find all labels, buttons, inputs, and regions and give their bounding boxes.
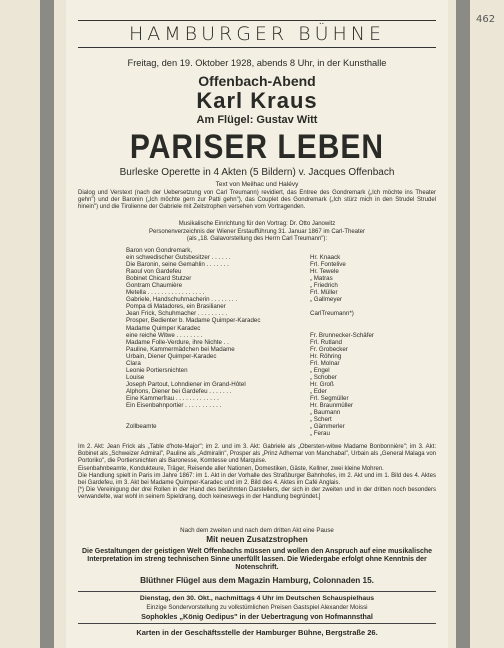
cast-role (126, 430, 260, 437)
header-banner (78, 20, 436, 48)
cast-actor: Hr. Tewele (310, 268, 339, 276)
cast-role: ein schwedischer Gutsbesitzer . . . . . . (126, 254, 231, 262)
notes (78, 444, 436, 502)
right-margin-stripe (456, 0, 470, 648)
musical-arrangement: Musikalische Einrichtung für den Vortrag: Dr. Otto Janowitz (178, 221, 336, 227)
cast-role: eine reiche Witwe . . . . . . . . (126, 331, 203, 339)
cast-role: Pauline, Kammermädchen bei Madame (126, 345, 235, 353)
cast-actor (310, 325, 374, 332)
cast-actor: „ Baumann (310, 409, 341, 417)
cast-role (126, 409, 260, 416)
piano-credit: Am Flügel: Gustav Witt (196, 114, 318, 126)
cast-actor: Fr. Grobecker (310, 345, 348, 353)
cast-actor: Fr. Brunnecker-Schäfer (310, 331, 374, 339)
cast-role: Clara (126, 359, 141, 367)
cast-actor: Frl. Molnar (310, 359, 340, 367)
cast-role: Madame Quimper Karadec (126, 324, 201, 332)
cast-actor: CarlTreumann*) (310, 310, 354, 318)
pause-note: Nach dem zweiten und nach dem dritten Akt eine Pause (180, 527, 334, 534)
note-paragraph: [*) Die Vereinigung der drei Rollen in der Hand des berühmten Darstellers, der sich in der zweiten und in der dritten noch besonders verwandelte, war wohl in seinem Spieldrang, doch keineswegs in der Handlung begründet.] (78, 487, 436, 501)
operetta-subtitle: Burleske Operette in 4 Akten (5 Bildern) v. Jacques Offenbach (119, 167, 395, 178)
interpretation-note: Die Gestaltungen der geistigen Welt Offenbachs müssen und wollen den Anspruch auf eine musikalische Interpretation im streng technischen Sinne unerfüllt lassen. Die Wiedergabe erfolgt ohne Kenntnis der Notenschrift. (81, 548, 433, 572)
operetta-title: PARISER LEBEN (129, 128, 385, 166)
next-event-line-1: Dienstag, den 30. Okt., nachmittags 4 Uhr im Deutschen Schauspielhaus (139, 595, 375, 602)
cast-actor: „ Ferau (310, 430, 330, 438)
cast-actor: Hr. Braunmüller (310, 402, 353, 410)
cast-role: Jean Frick, Schuhmacher . . . . . . . . . (126, 310, 228, 318)
next-event-line-3: Sophokles „König Oedipus" in der Uebertragung von Hofmannsthal (141, 612, 373, 621)
cast-role: Louise (126, 373, 145, 381)
cast-actor: „ Schober (310, 373, 337, 381)
cast-role: Metella . . . . . . . . . . . . . . . . . (126, 289, 205, 297)
program-sheet (66, 0, 448, 648)
performer-name: Karl Kraus (196, 88, 318, 113)
note-paragraph: Eisenbahnbeamte, Kondukteure, Träger, Reisende aller Nationen, Domestiken, Gäste, Kellner, zwei kleine Mohren. (78, 465, 384, 472)
libretto-credit: Text von Meilhac und Halévy (215, 181, 299, 188)
cast-actors (310, 247, 374, 437)
cast-role: Urbain, Diener Quimper-Karadec (126, 352, 217, 360)
cast-actor (310, 303, 374, 310)
cast-role: Gabriele, Handschuhmacherin . . . . . . . . (126, 296, 238, 304)
cast-actor: Frl. Fontelive (310, 261, 346, 269)
cast-actor: Frl. Müller (310, 289, 338, 297)
cast-role: Gontram Chaumière (126, 282, 183, 290)
cast-role: Die Baronin, seine Gemahlin . . . . . . . (126, 261, 229, 269)
cast-actor: Hr. Knaack (310, 254, 341, 262)
intro-text: Dialog und Verstext (nach der Uebersetzung von Carl Treumann) revidiert, das Entree des Gondremark („Ich möchte ins Theater gehn") und der Baronin („Ich möchte gern zur Patti gehn"), das Couplet des Gondremark („Ich stürz mich in den Strudel Strudel hinein") und die Tirolienne der Gabriele mit Zeitstrophen versehen vom Vortragenden. (78, 190, 436, 211)
cast-intro-1: Personenverzeichnis der Wiener Erstaufführung 31. Januar 1867 im Carl-Theater (149, 229, 365, 235)
cast-actor: Hr. Groß (310, 380, 334, 388)
cast-actor: „ Matras (310, 275, 333, 283)
date-line: Freitag, den 19. Oktober 1928, abends 8 Uhr, in der Kunsthalle (127, 58, 387, 68)
cast-role: Pompa di Matadores, ein Brasilianer (126, 303, 226, 311)
cast-role: Joseph Partout, Lohndiener im Grand-Hôtel (126, 380, 246, 388)
cast-actor: „ Gämmerler (310, 423, 345, 431)
cast-role: Baron von Gondremark, (126, 247, 193, 254)
evening-title: Offenbach-Abend (198, 73, 316, 89)
theater-name: HAMBURGER BÜHNE (128, 23, 386, 45)
cast-role: Eine Kammerfrau . . . . . . . . . . . . . (126, 394, 219, 402)
cast-actor: „ Schert (310, 416, 332, 424)
cast-role: Zollbeamte (126, 423, 157, 431)
divider (78, 623, 436, 624)
cast-actor: Hr. Röhring (310, 352, 342, 360)
page-number: 462 (476, 14, 496, 25)
cast-role: Ein Eisenbahnportier . . . . . . . . . . . (126, 402, 222, 410)
cast-actor: Frl. Segmüller (310, 394, 349, 402)
cast-actor: Frl. Rutland (310, 338, 342, 346)
cast-role: Prosper, Bedienter b. Madame Quimper-Karadec (126, 317, 261, 325)
left-margin-stripe (40, 0, 54, 648)
cast-actor (310, 317, 374, 324)
cast-roles (126, 247, 260, 444)
cast-role: Raoul von Gardefeu (126, 268, 182, 276)
note-paragraph: Im 2. Akt: Jean Frick als „Table d'hote-Major"; im 2. und im 3. Akt: Gabriele als „Obersten-witwe Madame Bonbonnière"; im 3. Akt: Bobinet als „Schweizer Admiral", Pauline als „Admiralin", Prosper als „Prinz Adhemar von Manchabal", Urbain als „General Malaga von Portoriko", die Portiersnichten als Baronesse, Komtesse und Marquise. (78, 444, 436, 465)
cast-role: Leonie Portiersnichten (126, 366, 188, 374)
divider (78, 591, 436, 592)
cast-actor: „ Eder (310, 387, 327, 395)
cast-actor: „ Friedrich (310, 282, 338, 290)
cast-role: Madame Folle-Verdure, ihre Nichte . . (126, 338, 229, 346)
cast-actor: „ Gallmeyer (310, 296, 342, 304)
bluethner-note: Blüthner Flügel aus dem Magazin Hamburg, Colonnaden 15. (140, 576, 374, 585)
cast-role: Bobinet Chicard Stutzer (126, 275, 192, 283)
cast-role: Alphons, Diener bei Gardefeu . . . . . . . (126, 387, 232, 395)
ticket-note: Karten in der Geschäftsstelle der Hamburger Bühne, Bergstraße 26. (136, 628, 378, 637)
cast-actor (310, 247, 374, 254)
next-event-line-2: Einzige Sondervorstellung zu volkstümlichen Preisen Gastspiel Alexander Moissi (146, 604, 368, 611)
cast-intro-2: (als „18. Galavorstellung des Herrn Carl Treumann"): (186, 236, 328, 242)
note-paragraph: Die Handlung spielt in Paris im Jahre 1867: im 1. Akt in der Vorhalle des Straßburger Bahnhofes, im 2. Akt und im 1. Bild des 4. Aktes bei Gardefeu, im 3. Akt bei Madame Quimper-Karadec und im 2. Bild des 4. Aktes im Café Anglais. (78, 472, 436, 487)
cast-actor: „ Engel (310, 366, 330, 374)
zusatz-note: Mit neuen Zusatzstrophen (206, 535, 308, 544)
cast-role (126, 416, 260, 423)
